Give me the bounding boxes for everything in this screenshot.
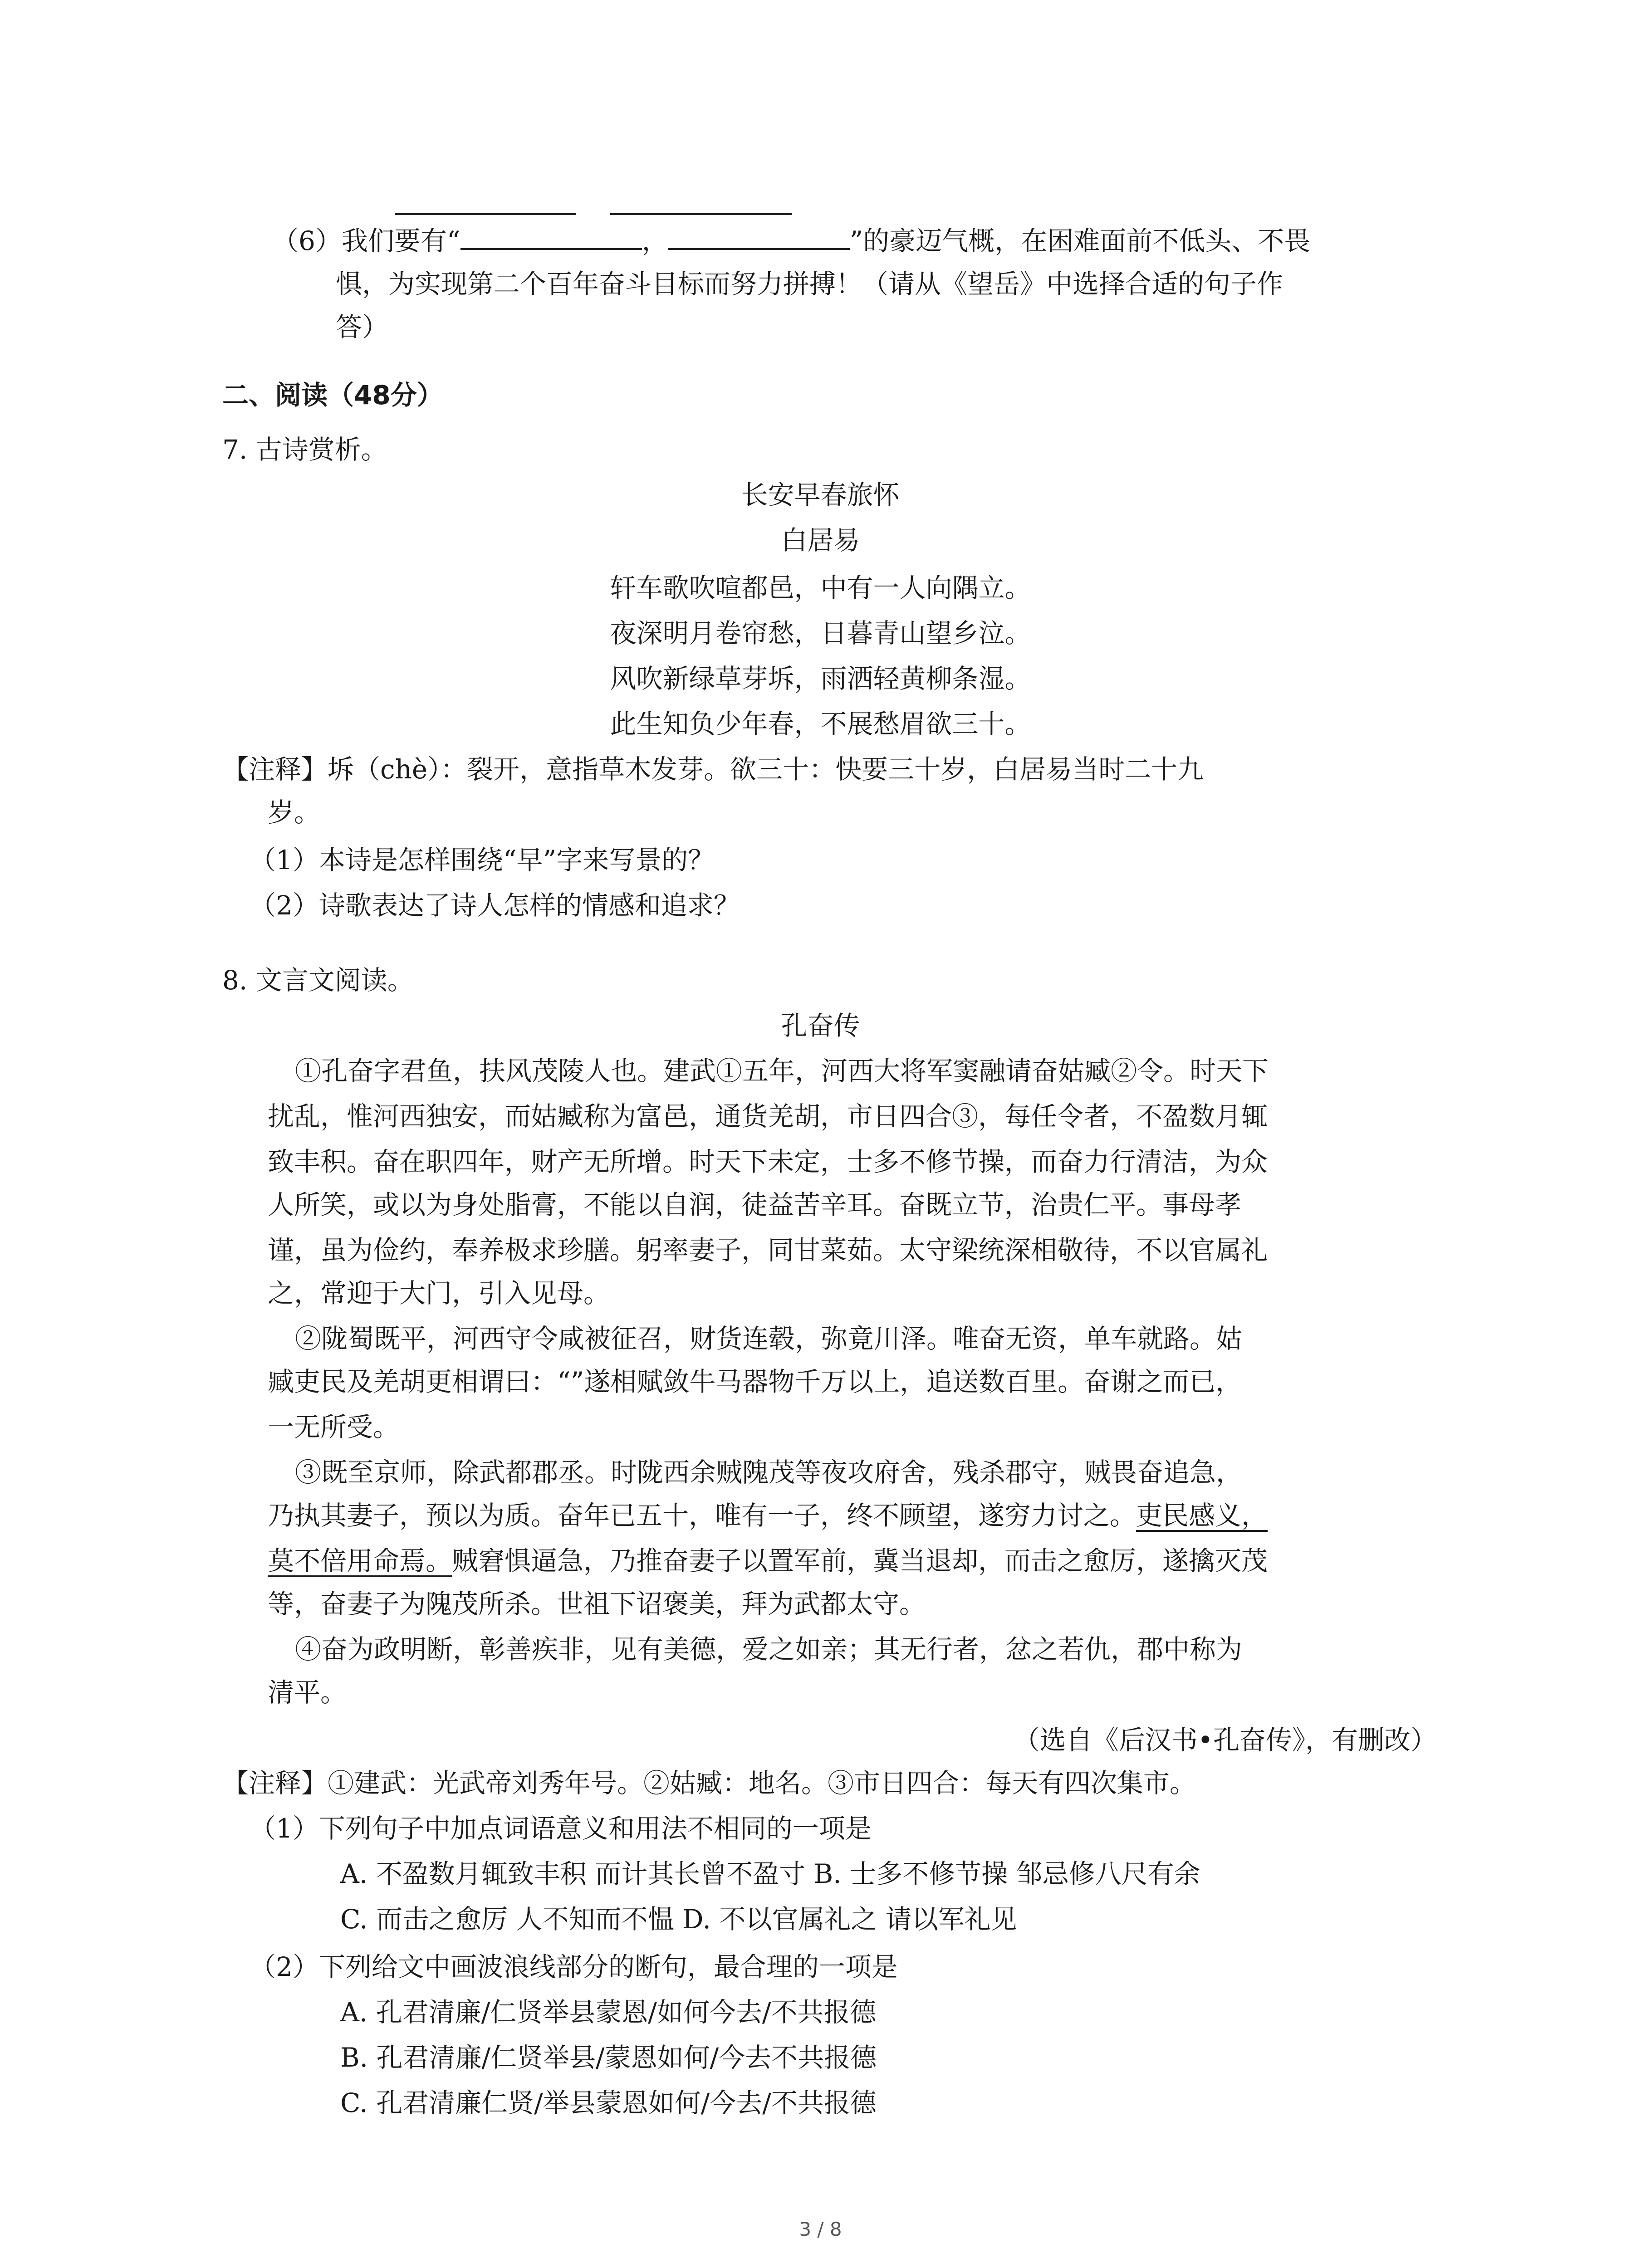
passage-title: 孔奋传: [781, 1010, 860, 1041]
q8-sub1-option: C. 而击之愈厉 人不知而不愠 D. 不以官属礼之 请以军礼见: [340, 1904, 1017, 1935]
p1-line: 扰乱，惟河西独安，而姑臧称为富邑，通货羌胡，市日四合③，每任令者，不盈数月辄: [268, 1101, 1268, 1132]
underlined-phrase: 吏民感义，: [1136, 1500, 1268, 1531]
p3-line2-text: 乃执其妻子，预以为质。奋年已五十，唯有一子，终不顾望，遂穷力讨之。: [268, 1500, 1136, 1531]
p2-line: ②陇蜀既平，河西守令咸被征召，财货连毂，弥竟川泽。唯奋无资，单车就路。姑: [295, 1323, 1243, 1354]
poem-author: 白居易: [781, 525, 860, 556]
poem-line: 风吹新绿草芽坼，雨洒轻黄柳条湿。: [610, 663, 1031, 694]
p1-line: ①孔奋字君鱼，扶风茂陵人也。建武①五年，河西大将军窦融请奋姑臧②令。时天下: [295, 1056, 1269, 1086]
q8-sub2-option: A. 孔君清廉/仁贤举县蒙恩/如何今去/不共报德: [340, 1997, 877, 2028]
poem-line: 轩车歌吹喧都邑，中有一人向隅立。: [610, 572, 1031, 603]
q7-note-line2: 岁。: [268, 797, 321, 828]
poem-title: 长安早春旅怀: [741, 479, 900, 510]
q8-title: 8. 文言文阅读。: [222, 965, 414, 996]
p4-line: 清平。: [268, 1677, 347, 1708]
p3-line3: [268, 1545, 1268, 1577]
p3-line4: 等，奋妻子为隗茂所杀。世祖下诏褒美，拜为武都太守。: [268, 1589, 926, 1619]
page-number: 3 / 8: [799, 2218, 842, 2240]
poem-line: 此生知负少年春，不展愁眉欲三十。: [610, 709, 1031, 739]
q6-text-a: （6）我们要有“: [272, 225, 460, 256]
p1-line: 之，常迎于大门，引入见母。: [268, 1278, 610, 1309]
p1-line: 致丰积。奋在职四年，财产无所增。时天下未定，士多不修节操，而奋力行清洁，为众: [268, 1146, 1268, 1177]
q7-sub2: （2）诗歌表达了诗人怎样的情感和追求？: [250, 890, 740, 921]
q6-blank-1: [460, 225, 642, 250]
q8-sub1-option: A. 不盈数月辄致丰积 而计其长曾不盈寸 B. 士多不修节操 邹忌修八尺有余: [340, 1858, 1200, 1889]
q6-line3: 答）: [336, 312, 389, 342]
q6-line1: [272, 225, 1310, 257]
q7-sub1: （1）本诗是怎样围绕“早”字来写景的？: [250, 845, 715, 875]
p1-line: 人所笑，或以为身处脂膏，不能以自润，徒益苦辛耳。奋既立节，治贵仁平。事母孝: [268, 1189, 1242, 1220]
q7-note-line1: 【注释】坼（chè）：裂开，意指草木发芽。欲三十：快要三十岁，白居易当时二十九: [222, 754, 1204, 785]
section-heading: 二、阅读（48分）: [222, 380, 443, 411]
q8-note: 【注释】①建武：光武帝刘秀年号。②姑臧：地名。③市日四合：每天有四次集市。: [222, 1768, 1196, 1799]
p3-line3-text: 贼窘惧逼急，乃推奋妻子以置军前，冀当退却，而击之愈厉，遂擒灭茂: [452, 1545, 1268, 1576]
q6-line2: 惧，为实现第二个百年奋斗目标而努力拼搏！（请从《望岳》中选择合适的句子作: [336, 269, 1283, 299]
q7-title: 7. 古诗赏析。: [222, 434, 387, 465]
p2-line: 臧吏民及羌胡更相谓曰：“”遂相赋敛牛马器物千万以上，追送数百里。奋谢之而已，: [268, 1366, 1242, 1397]
p2-line: 一无所受。: [268, 1412, 400, 1442]
source-citation: （选自《后汉书•孔奋传》，有删改）: [1013, 1725, 1437, 1755]
p3-line2: [268, 1499, 1268, 1532]
p3-line1: ③既至京师，除武都郡丞。时陇西余贼隗茂等夜攻府舍，残杀郡守，贼畏奋追急，: [295, 1457, 1243, 1488]
q6-comma: ，: [642, 225, 668, 256]
p1-line: 谨，虽为俭约，奉养极求珍膳。躬率妻子，同甘菜茹。太守梁统深相敬待，不以官属礼: [268, 1235, 1268, 1266]
underlined-phrase: 莫不倍用命焉。: [268, 1545, 452, 1576]
q6-blank-2: [668, 225, 850, 250]
q8-sub2-option: C. 孔君清廉仁贤/举县蒙恩如何/今去/不共报德: [340, 2087, 877, 2118]
q6-text-b: ”的豪迈气概，在困难面前不低头、不畏: [849, 225, 1311, 256]
q8-sub2: （2）下列给文中画波浪线部分的断句，最合理的一项是: [250, 1951, 898, 1982]
answer-blank-top-2: [610, 213, 792, 215]
answer-blank-top-1: [395, 213, 576, 215]
q8-sub2-option: B. 孔君清廉/仁贤举县/蒙恩如何/今去不共报德: [340, 2042, 877, 2073]
poem-line: 夜深明月卷帘愁，日暮青山望乡泣。: [610, 618, 1031, 649]
p4-line: ④奋为政明断，彰善疾非，见有美德，爱之如亲；其无行者，忿之若仇，郡中称为: [295, 1634, 1243, 1665]
q8-sub1: （1）下列句子中加点词语意义和用法不相同的一项是: [250, 1813, 872, 1844]
